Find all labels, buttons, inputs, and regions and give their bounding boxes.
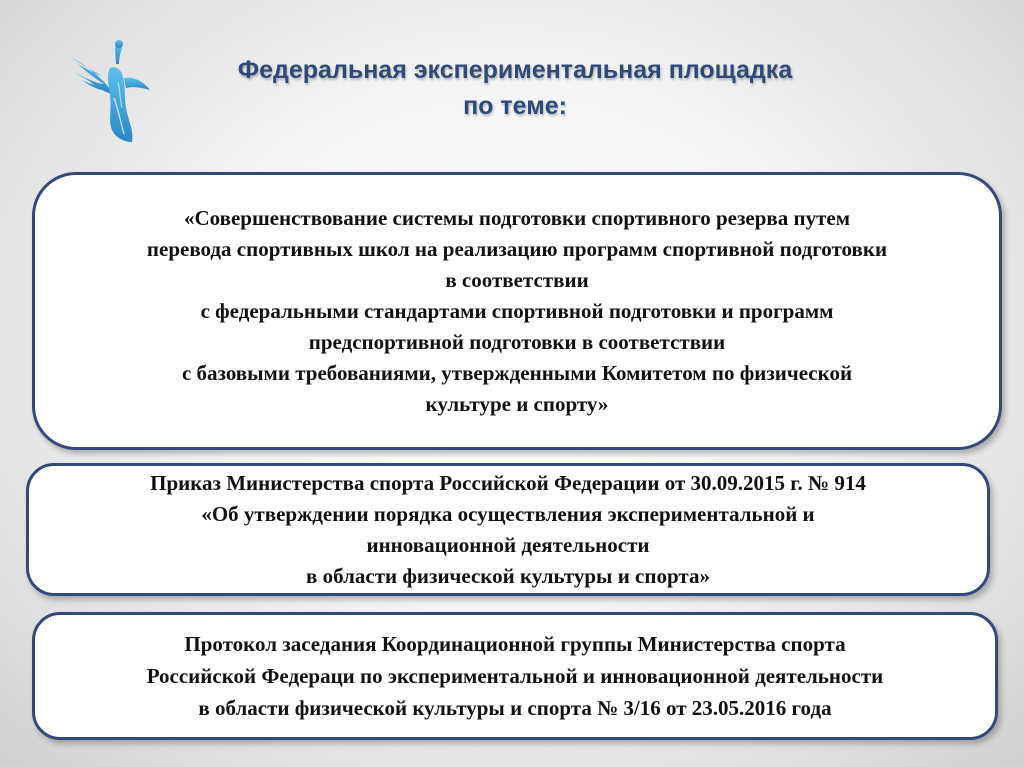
- theme-line: культуре и спорту»: [425, 391, 609, 416]
- protocol-line: Российской Федераци по экспериментальной и инновационной деятельности: [146, 664, 884, 688]
- theme-line: предспортивной подготовки в соответствии: [308, 329, 726, 354]
- order-line: «Об утверждении порядка осуществления экспериментальной и: [201, 501, 815, 526]
- order-line: инновационной деятельности: [366, 532, 650, 557]
- order-box: [26, 463, 990, 596]
- title-line-2: по теме:: [463, 92, 567, 120]
- title-line-1: Федеральная экспериментальная площадка: [237, 56, 793, 84]
- protocol-box: [32, 612, 998, 740]
- order-line: Приказ Министерства спорта Российской Федерации от 30.09.2015 г. № 914: [150, 470, 866, 495]
- protocol-line: Протокол заседания Координационной группы Министерства спорта: [184, 632, 846, 656]
- winged-victory-logo-icon: [64, 38, 164, 148]
- theme-line: перевода спортивных школ на реализацию программ спортивной подготовки: [146, 236, 888, 261]
- theme-line: с базовыми требованиями, утвержденными Комитетом по физической: [181, 360, 853, 385]
- theme-line: в соответствии: [445, 267, 589, 292]
- theme-box: [32, 172, 1002, 450]
- page-title: [170, 52, 860, 124]
- order-line: в области физической культуры и спорта»: [306, 563, 710, 588]
- theme-line: «Совершенствование системы подготовки спортивного резерва путем: [183, 205, 851, 230]
- theme-line: с федеральными стандартами спортивной подготовки и программ: [200, 298, 834, 323]
- protocol-line: в области физической культуры и спорта № 3/16 от 23.05.2016 года: [198, 696, 832, 720]
